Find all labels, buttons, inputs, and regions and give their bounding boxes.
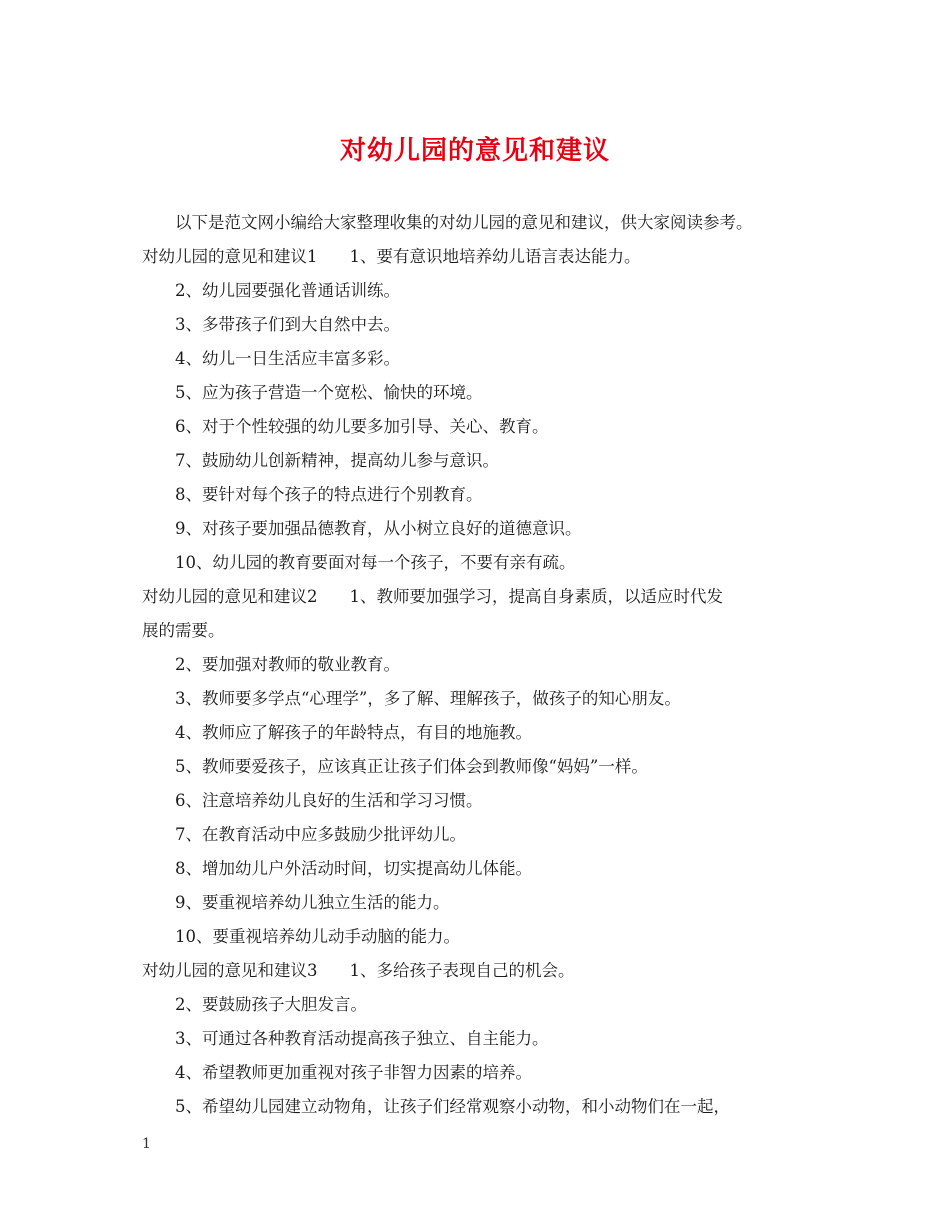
section1-item: 5、应为孩子营造一个宽松、愉快的环境。 xyxy=(175,383,483,402)
section3-item-1: 1、多给孩子表现自己的机会。 xyxy=(349,961,575,980)
section1-heading-line xyxy=(142,240,832,274)
section1-item: 9、对孩子要加强品德教育，从小树立良好的道德意识。 xyxy=(175,519,582,538)
page-number: 1 xyxy=(142,1136,151,1152)
section2-item: 7、在教育活动中应多鼓励少批评幼儿。 xyxy=(175,825,466,844)
section1-heading: 对幼儿园的意见和建议1 xyxy=(142,247,318,266)
section2-item: 9、要重视培养幼儿独立生活的能力。 xyxy=(175,893,450,912)
section2-item: 10、要重视培养幼儿动手动脑的能力。 xyxy=(175,927,460,946)
intro-paragraph: 以下是范文网小编给大家整理收集的对幼儿园的意见和建议，供大家阅读参考。 xyxy=(175,213,753,232)
section2-item-1: 1、教师要加强学习，提高自身素质，以适应时代发 xyxy=(349,587,723,606)
section2-heading: 对幼儿园的意见和建议2 xyxy=(142,587,318,606)
section1-item: 4、幼儿一日生活应丰富多彩。 xyxy=(175,349,400,368)
section3-heading-line xyxy=(142,954,832,988)
section2-item: 3、教师要多学点“心理学”，多了解、理解孩子，做孩子的知心朋友。 xyxy=(175,689,681,708)
section2-item: 4、教师应了解孩子的年龄特点，有目的地施教。 xyxy=(175,723,532,742)
section1-item: 2、幼儿园要强化普通话训练。 xyxy=(175,281,400,300)
section1-item: 3、多带孩子们到大自然中去。 xyxy=(175,315,400,334)
section2-item: 2、要加强对教师的敬业教育。 xyxy=(175,655,400,674)
document-body xyxy=(142,206,832,1124)
section1-item: 6、对于个性较强的幼儿要多加引导、关心、教育。 xyxy=(175,417,549,436)
section2-item: 6、注意培养幼儿良好的生活和学习习惯。 xyxy=(175,791,483,810)
section3-heading: 对幼儿园的意见和建议3 xyxy=(142,961,318,980)
section2-item: 8、增加幼儿户外活动时间，切实提高幼儿体能。 xyxy=(175,859,532,878)
section2-heading-line xyxy=(142,580,832,614)
section2-item-1-continuation: 展的需要。 xyxy=(142,621,225,640)
document-title: 对幼儿园的意见和建议 xyxy=(339,136,610,166)
section3-item: 3、可通过各种教育活动提高孩子独立、自主能力。 xyxy=(175,1029,549,1048)
section1-item: 8、要针对每个孩子的特点进行个别教育。 xyxy=(175,485,483,504)
section3-item: 5、希望幼儿园建立动物角，让孩子们经常观察小动物，和小动物们在一起， xyxy=(175,1097,730,1116)
section2-item: 5、教师要爱孩子，应该真正让孩子们体会到教师像“妈妈”一样。 xyxy=(175,757,648,776)
section1-item-1: 1、要有意识地培养幼儿语言表达能力。 xyxy=(349,247,641,266)
section1-item: 7、鼓励幼儿创新精神，提高幼儿参与意识。 xyxy=(175,451,499,470)
section3-item: 2、要鼓励孩子大胆发言。 xyxy=(175,995,367,1014)
section1-item: 10、幼儿园的教育要面对每一个孩子，不要有亲有疏。 xyxy=(175,553,576,572)
section3-item: 4、希望教师更加重视对孩子非智力因素的培养。 xyxy=(175,1063,532,1082)
